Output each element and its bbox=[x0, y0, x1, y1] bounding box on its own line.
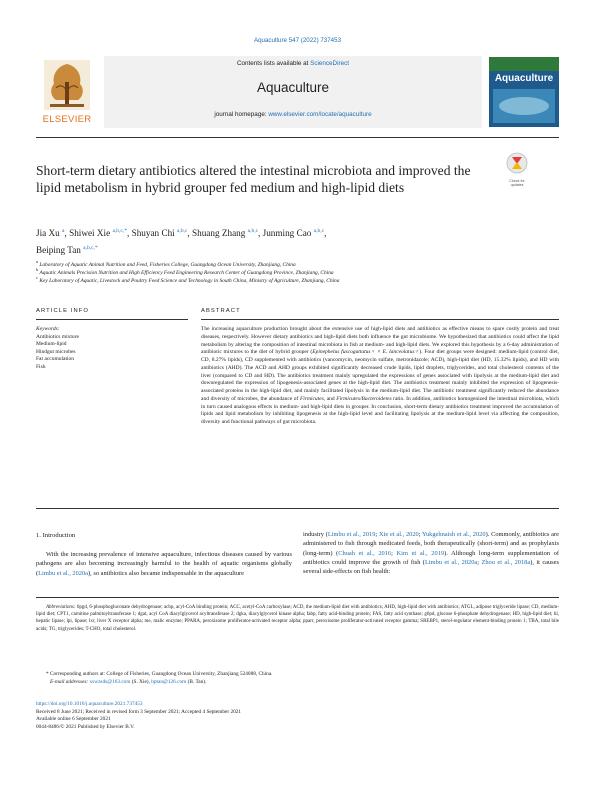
abstract-bottom-rule bbox=[36, 508, 559, 509]
journal-header bbox=[104, 56, 482, 128]
crossmark-label: Check for updates bbox=[509, 179, 525, 187]
affiliation: $^c$ Key Laboratory of Aquatic, Livestock and Poultry Feed Science and Technology in South China, Ministry of Agriculture, Zhanjiang, China bbox=[36, 275, 340, 284]
citation-link[interactable]: Xie et al., 2020 bbox=[378, 531, 419, 538]
author[interactable]: Junming Cao $^{a,b,c}$ bbox=[262, 228, 325, 239]
citation-link[interactable]: Limbu et al., 2020a bbox=[424, 558, 478, 566]
available-online: Available online 6 September 2021 bbox=[36, 716, 111, 722]
abstract-text: The increasing aquaculture production brought about the extensive use of high-lipid diets and antibiotics as effective means to spare costly protein and treat diseases, respectively. However dietary antibiotics and high-lipid diets both influence the gut microbiome. We hypothesized that antibiotics could affect the lipid metabolism by altering the composition of intestinal microbiota in fish at medium- and high-lipid diets. We explored this hypothesis by a 6-day administration of antibiotic mixtures to the diet of hybrid grouper (Epinephelus fuscoguttatus♀ × E. lanceolatus♂). Four diet groups were designed: medium-lipid (control diet, CD, 8.27% lipids), CD supplemented with antibiotics (vancomycin, neomycin sulfate, metronidazole; ACD), high-lipid diet (HD, 15.32% lipids), and HD with antibiotics (AHD). The ACD and AHD groups exhibited significantly decreased crude lipids, lipid droplets, triglycerides, and total cholesterol contents of the liver (compared to CD and HD). The antibiotics treatment mainly upregulated the expressions of genes associated with lipolysis at the medium-lipid diet and downregulated the expression of lipogenesis-associated genes at the high-lipid diet. The antibiotics treatment mainly inhibited the expression of lipogenesis-associated proteins in the high-lipid diet, and mainly facilitated lipolysis in the medium-lipid diet. The antibiotic treatment significantly reduced the abundance and diversity of microbes, the abundance of Firmicutes, and Firmicutes/Bacteroidetes ratio. In addition, antibiotics homogenized the intestinal microbiota, which in turn caused analogous effects in medium- and high-lipid diets in grouper. In conclusion, short-term dietary antibiotics treatment improved the accumulation of lipids and lipid metabolism by inhibiting lipogenesis at the high-lipid level and facilitating lipolysis at the medium-lipid level via affecting the composition, diversity and functional pathways of gut microbiota. bbox=[201, 326, 559, 425]
footnote-rule bbox=[36, 597, 559, 598]
header-rule bbox=[36, 137, 559, 138]
keywords-title: Keywords: bbox=[36, 326, 60, 332]
abstract-rule bbox=[201, 319, 559, 320]
citation-link[interactable]: Limbu et al., 2020a bbox=[38, 569, 89, 577]
sciencedirect-link[interactable]: ScienceDirect bbox=[310, 60, 349, 67]
info-rule bbox=[36, 319, 188, 320]
article-info-label: ARTICLE INFO bbox=[36, 308, 90, 314]
corresponding-author-footnote: * Corresponding authors at: College of Fisheries, Guangdong Ocean University, Zhanjiang 524088, China. E-mail addresses: xswzsds@163.com (S. Xie), bptan@126.com (B. Tan). bbox=[46, 671, 273, 685]
citation-link[interactable]: Zhou et al., 2018a bbox=[481, 558, 531, 566]
copyright: 0044-8486/© 2021 Published by Elsevier B.V. bbox=[36, 723, 135, 730]
keyword: Fat accumulation bbox=[36, 356, 75, 363]
journal-reference[interactable]: Aquaculture 547 (2022) 737453 bbox=[253, 37, 342, 44]
email-link[interactable]: xswzsds@163.com bbox=[89, 678, 131, 685]
affiliation: $^a$ Laboratory of Aquatic Animal Nutrition and Feed, Fisheries College, Guangdong Ocean University, Zhanjiang, China bbox=[36, 259, 296, 268]
contents-line: Contents lists available at ScienceDirect bbox=[236, 60, 349, 67]
author[interactable]: Jia Xu $^a$ bbox=[36, 228, 65, 239]
abstract-label: ABSTRACT bbox=[201, 308, 241, 314]
introduction-heading: 1. Introduction bbox=[36, 532, 76, 539]
received-dates: Received 8 June 2021; Received in revised form 3 September 2021; Accepted 4 September 2021 bbox=[36, 708, 242, 715]
author[interactable]: Beiping Tan $^{a,b,c,*}$ bbox=[36, 245, 98, 256]
journal-cover-image[interactable] bbox=[489, 57, 559, 127]
homepage-line: journal homepage: www.elsevier.com/locate/aquaculture bbox=[214, 111, 372, 118]
affiliation: $^b$ Aquatic Animals Precision Nutrition and High Efficiency Feed Engineering Research Center of Guangdong Province, Zhanjiang, China bbox=[36, 267, 334, 276]
author[interactable]: Shuang Zhang $^{a,b,c}$ bbox=[192, 228, 259, 239]
email-link[interactable]: bptan@126.com bbox=[151, 678, 187, 685]
homepage-link[interactable]: www.elsevier.com/locate/aquaculture bbox=[268, 111, 372, 118]
author-list: Jia Xu $^a$, Shiwei Xie $^{a,b,c,*}$, Shuyan Chi $^{a,b,c}$, Shuang Zhang $^{a,b,c}$, Junming Cao $^{a,b,c}$, Beiping Tan $^{a,b,c,*}$ bbox=[36, 228, 327, 256]
citation-link[interactable]: Kim et al., 2019 bbox=[396, 549, 445, 557]
keyword: Fish bbox=[36, 363, 46, 370]
keyword: Antibiotics mixture bbox=[36, 333, 79, 340]
author[interactable]: Shuyan Chi $^{a,b,c}$ bbox=[131, 228, 188, 239]
citation-link[interactable]: Limbu et al., 2019 bbox=[327, 531, 376, 538]
keywords-block bbox=[36, 326, 176, 372]
publication-info bbox=[36, 701, 559, 731]
keyword: Hindgut microbes bbox=[36, 348, 76, 355]
citation-link[interactable]: Yukgehnaish et al., 2020 bbox=[422, 531, 486, 538]
elsevier-logo bbox=[38, 58, 96, 128]
author[interactable]: Shiwei Xie $^{a,b,c,*}$ bbox=[69, 228, 127, 239]
doi-link[interactable]: https://doi.org/10.1016/j.aquaculture.2021.737453 bbox=[36, 701, 143, 707]
article-title: Short-term dietary antibiotics altered the intestinal microbiota and improved the lipid metabolism in hybrid grouper fed medium and high-lipid diets bbox=[36, 163, 471, 195]
citation-link[interactable]: Chuah et al., 2016 bbox=[338, 549, 392, 557]
publisher-name: ELSEVIER bbox=[42, 114, 92, 125]
crossmark-icon[interactable] bbox=[505, 152, 529, 187]
intro-left-column: With the increasing prevalence of intensive aquaculture, infectious diseases caused by various pathogens are also becoming increasingly harmful to the health of aquatic organisms globally (Limbu et al., 2020a), so antibiotics also became indispensable in the aquaculture bbox=[36, 551, 292, 577]
abbreviations-block: Abbreviations: 6pgd, 6-phosphogluconate dehydrogenase; acbp, acyl-CoA binding protein; ACC, acetyl-CoA carboxylase; ACD, the medium-lipid diet with antibiotics; AHD, high-lipid diet with antibiotics; ATGL, adipose triglyceride lipase; CD, medium-lipid diet; CPT1, carnitine palmitoyltransferase 1; dgat, acyl CoA diacylglycerol acyltransferase 2; dgka, diacylglycerol kinase alpha; fabp, fatty acid-binding protein; FAS, fatty acid synthase; g6pd, glucose 6-phosphate dehydrogenase; HD, high-lipid diet; hl, hepatic lipase; lpi, lipase; lxr, liver X receptor alpha; me, malic enzyme; PPARA, peroxisome proliferator-activated receptor alpha; pparr, peroxisome proliferator-activated receptor gamma; SREBP1, sterol-regulator element-binding protein 1; TBA, total bile acids; TG, triglycerides; T-CHO, total cholesterol. bbox=[36, 605, 559, 632]
intro-right-column: industry (Limbu et al., 2019; Xie et al., 2020; Yukgehnaish et al., 2020). Commonly, antibiotics are administered to fish through medicated feeds, both therapeutically (short-term) and as prophylaxis (long-term) (Chuah et al., 2016; Kim et al., 2019). Although long-term supplementation of antibiotics could improve the growth of fish (Limbu et al., 2020a; Zhou et al., 2018a), it causes several side-effects on fish health: bbox=[303, 531, 560, 576]
cover-title: Aquaculture bbox=[494, 73, 554, 84]
keyword: Medium-lipid bbox=[36, 341, 67, 348]
journal-name: Aquaculture bbox=[256, 80, 330, 95]
